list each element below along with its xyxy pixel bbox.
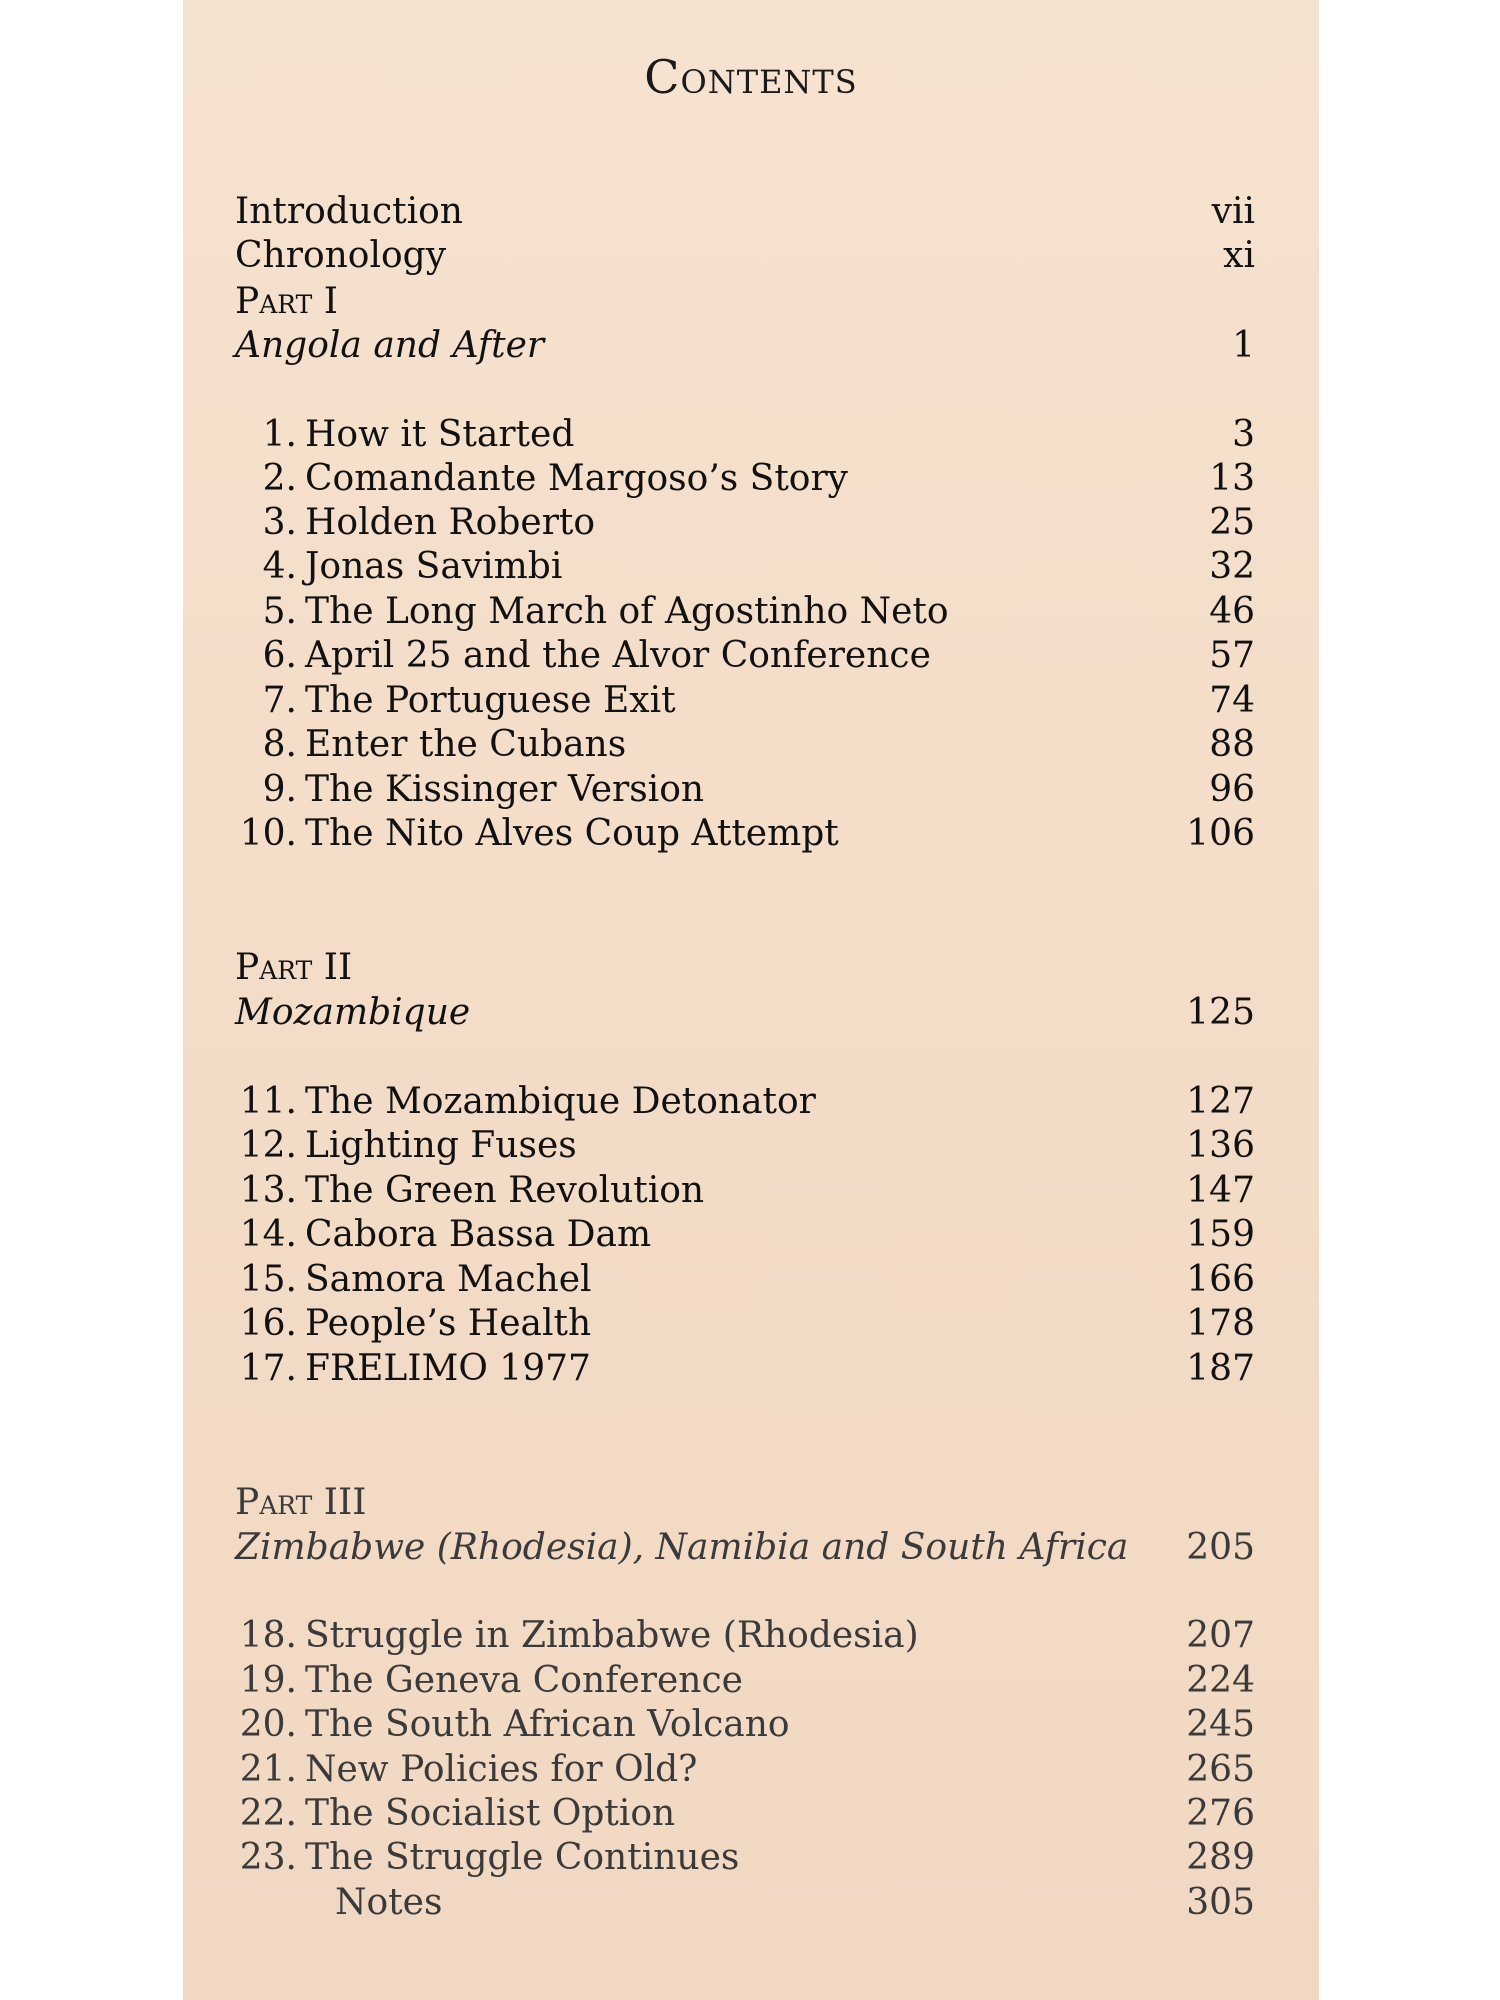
chapter-row bbox=[235, 1748, 1255, 1792]
chapter-number: 3. bbox=[262, 502, 297, 543]
chapter-row bbox=[235, 768, 1255, 812]
chapter-title: People’s Health bbox=[305, 1303, 592, 1344]
part-label: Part II bbox=[235, 947, 353, 988]
chapter-page: 289 bbox=[1186, 1837, 1255, 1878]
toc-entry-notes bbox=[235, 1881, 1255, 1925]
chapter-number: 7. bbox=[262, 680, 297, 721]
chapter-title: Samora Machel bbox=[305, 1259, 592, 1300]
chapter-row bbox=[235, 812, 1255, 856]
chapter-page: 25 bbox=[1209, 502, 1255, 543]
chapter-title: The South African Volcano bbox=[305, 1704, 790, 1745]
chapter-title: The Portuguese Exit bbox=[305, 680, 676, 721]
chapter-page: 224 bbox=[1186, 1660, 1255, 1701]
chapter-row bbox=[235, 1614, 1255, 1658]
chapter-page: 136 bbox=[1186, 1125, 1255, 1166]
chapter-number: 16. bbox=[239, 1303, 297, 1344]
chapter-number: 4. bbox=[262, 546, 297, 587]
chapter-number: 17. bbox=[239, 1348, 297, 1389]
chapter-page: 147 bbox=[1186, 1170, 1255, 1211]
chapter-number: 14. bbox=[239, 1214, 297, 1255]
chapter-number: 22. bbox=[239, 1793, 297, 1834]
chapter-title: The Long March of Agostinho Neto bbox=[305, 591, 949, 632]
chapter-number: 15. bbox=[239, 1259, 297, 1300]
chapter-page: 159 bbox=[1186, 1214, 1255, 1255]
chapter-title: The Mozambique Detonator bbox=[305, 1081, 816, 1122]
part-page: 1 bbox=[1232, 325, 1255, 366]
chapter-row bbox=[235, 1124, 1255, 1168]
chapter-title: Enter the Cubans bbox=[305, 724, 627, 765]
chapter-row bbox=[235, 413, 1255, 457]
chapter-row bbox=[235, 1302, 1255, 1346]
part-1-label bbox=[235, 280, 1255, 324]
chapter-title: New Policies for Old? bbox=[305, 1749, 698, 1790]
chapter-title: The Kissinger Version bbox=[305, 769, 705, 810]
chapter-row bbox=[235, 1703, 1255, 1747]
chapter-title: April 25 and the Alvor Conference bbox=[305, 635, 931, 676]
entry-page: vii bbox=[1211, 191, 1255, 232]
chapter-number: 8. bbox=[262, 724, 297, 765]
chapter-number: 12. bbox=[239, 1125, 297, 1166]
chapter-title: The Green Revolution bbox=[305, 1170, 705, 1211]
chapter-row bbox=[235, 1792, 1255, 1836]
part-page: 205 bbox=[1186, 1527, 1255, 1568]
chapter-page: 245 bbox=[1186, 1704, 1255, 1745]
chapter-number: 21. bbox=[239, 1749, 297, 1790]
part-label: Part I bbox=[235, 281, 338, 322]
chapter-title: FRELIMO 1977 bbox=[305, 1348, 591, 1389]
entry-page: 305 bbox=[1186, 1882, 1255, 1923]
chapter-page: 57 bbox=[1209, 635, 1255, 676]
chapter-number: 5. bbox=[262, 591, 297, 632]
entry-title: Chronology bbox=[235, 235, 447, 276]
chapter-number: 13. bbox=[239, 1170, 297, 1211]
part-2-label bbox=[235, 946, 1255, 990]
chapter-row bbox=[235, 501, 1255, 545]
toc-entry-chronology bbox=[235, 234, 1255, 278]
chapter-number: 20. bbox=[239, 1704, 297, 1745]
contents-heading: Contents bbox=[644, 50, 858, 104]
chapter-page: 74 bbox=[1209, 680, 1255, 721]
entry-title: Notes bbox=[335, 1882, 443, 1923]
chapter-row bbox=[235, 1080, 1255, 1124]
chapter-number: 9. bbox=[262, 769, 297, 810]
chapter-title: The Nito Alves Coup Attempt bbox=[305, 813, 839, 854]
chapter-title: Jonas Savimbi bbox=[305, 546, 563, 587]
chapter-title: Lighting Fuses bbox=[305, 1125, 577, 1166]
part-3-title bbox=[235, 1526, 1255, 1570]
part-3-label bbox=[235, 1481, 1255, 1525]
chapter-title: Comandante Margoso’s Story bbox=[305, 458, 849, 499]
entry-title: Introduction bbox=[235, 191, 463, 232]
chapter-page: 32 bbox=[1209, 546, 1255, 587]
chapter-number: 11. bbox=[239, 1081, 297, 1122]
chapter-row bbox=[235, 679, 1255, 723]
part-title: Angola and After bbox=[235, 325, 545, 366]
chapter-title: How it Started bbox=[305, 414, 575, 455]
chapter-row bbox=[235, 1347, 1255, 1391]
part-2-title bbox=[235, 991, 1255, 1035]
chapter-page: 187 bbox=[1186, 1348, 1255, 1389]
chapter-number: 18. bbox=[239, 1615, 297, 1656]
chapter-page: 265 bbox=[1186, 1749, 1255, 1790]
chapter-row bbox=[235, 1258, 1255, 1302]
chapter-number: 23. bbox=[239, 1837, 297, 1878]
chapter-page: 46 bbox=[1209, 591, 1255, 632]
part-1-title bbox=[235, 324, 1255, 368]
chapter-page: 96 bbox=[1209, 769, 1255, 810]
chapter-row bbox=[235, 1659, 1255, 1703]
chapter-page: 207 bbox=[1186, 1615, 1255, 1656]
toc-entry-introduction bbox=[235, 190, 1255, 234]
chapter-number: 19. bbox=[239, 1660, 297, 1701]
chapter-number: 6. bbox=[262, 635, 297, 676]
part-page: 125 bbox=[1186, 992, 1255, 1033]
chapter-title: Struggle in Zimbabwe (Rhodesia) bbox=[305, 1615, 919, 1656]
chapter-title: Cabora Bassa Dam bbox=[305, 1214, 652, 1255]
chapter-page: 127 bbox=[1186, 1081, 1255, 1122]
chapter-page: 106 bbox=[1186, 813, 1255, 854]
chapter-row bbox=[235, 1213, 1255, 1257]
chapter-number: 2. bbox=[262, 458, 297, 499]
chapter-title: The Geneva Conference bbox=[305, 1660, 743, 1701]
chapter-title: Holden Roberto bbox=[305, 502, 596, 543]
chapter-page: 166 bbox=[1186, 1259, 1255, 1300]
part-title: Mozambique bbox=[235, 992, 471, 1033]
chapter-page: 13 bbox=[1209, 458, 1255, 499]
chapter-number: 1. bbox=[262, 414, 297, 455]
chapter-row bbox=[235, 1169, 1255, 1213]
chapter-page: 276 bbox=[1186, 1793, 1255, 1834]
chapter-row bbox=[235, 590, 1255, 634]
chapter-row bbox=[235, 545, 1255, 589]
chapter-number: 10. bbox=[239, 813, 297, 854]
chapter-title: The Socialist Option bbox=[305, 1793, 676, 1834]
chapter-page: 3 bbox=[1232, 414, 1255, 455]
chapter-row bbox=[235, 457, 1255, 501]
entry-page: xi bbox=[1223, 235, 1255, 276]
chapter-page: 88 bbox=[1209, 724, 1255, 765]
chapter-row bbox=[235, 634, 1255, 678]
part-label: Part III bbox=[235, 1482, 367, 1523]
part-title: Zimbabwe (Rhodesia), Namibia and South Africa bbox=[235, 1527, 1129, 1568]
chapter-title: The Struggle Continues bbox=[305, 1837, 740, 1878]
chapter-row bbox=[235, 1836, 1255, 1880]
book-page bbox=[183, 0, 1319, 2000]
chapter-page: 178 bbox=[1186, 1303, 1255, 1344]
chapter-row bbox=[235, 723, 1255, 767]
